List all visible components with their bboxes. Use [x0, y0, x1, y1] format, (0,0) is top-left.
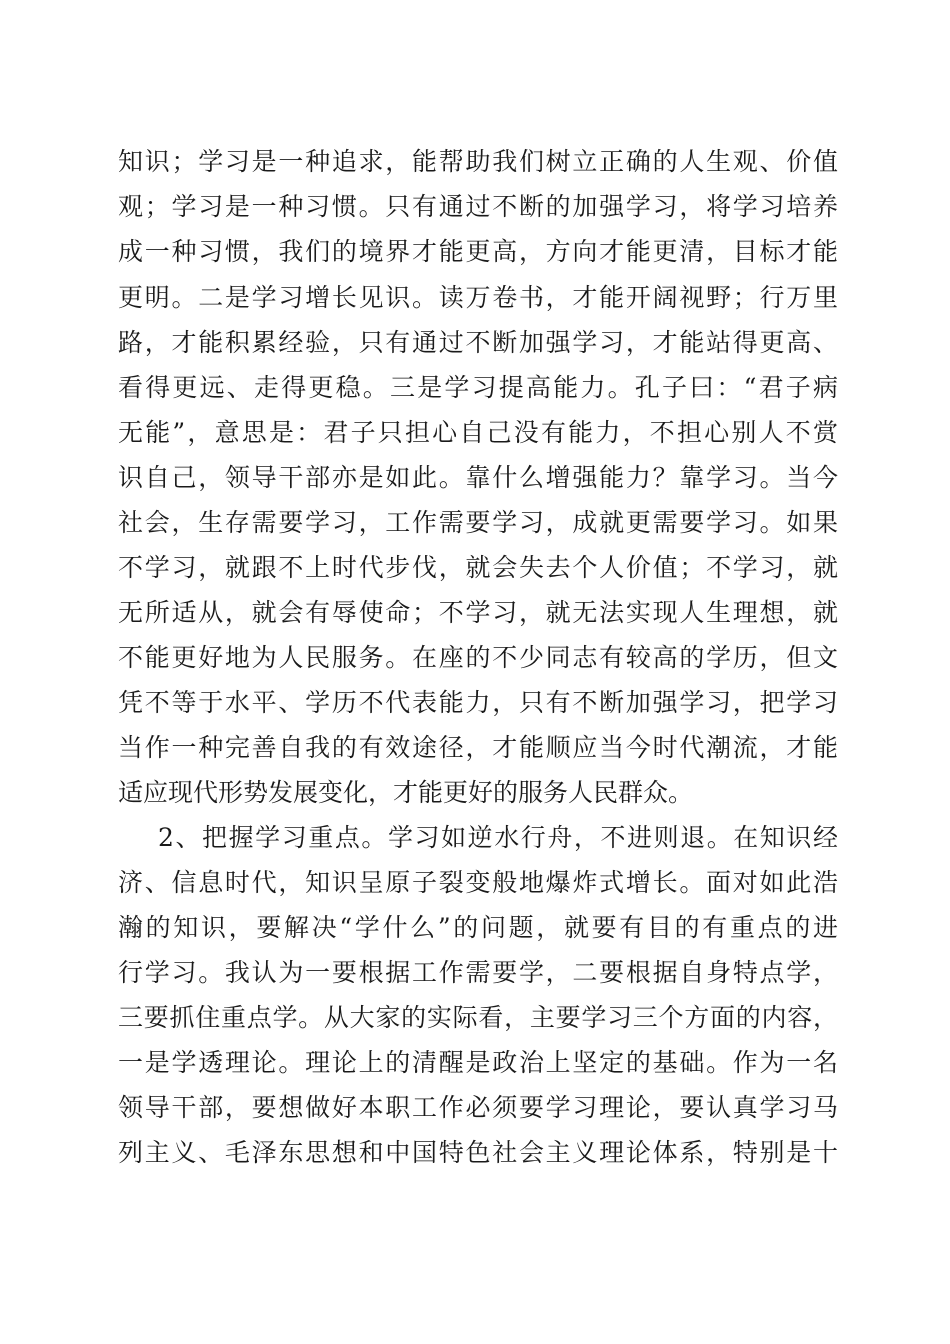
text-line: 成一种习惯，我们的境界才能更高，方向才能更清，目标才能 — [118, 237, 838, 266]
paragraph-start-line: 2、把握学习重点。学习如逆水行舟，不进则退。在知识经 — [158, 823, 838, 852]
text-line: 不学习，就跟不上时代步伐，就会失去个人价值；不学习，就 — [118, 553, 838, 582]
text-line: 识自己，领导干部亦是如此。靠什么增强能力？靠学习。当今 — [118, 463, 838, 492]
text-line: 凭不等于水平、学历不代表能力，只有不断加强学习，把学习 — [118, 688, 838, 717]
text-line: 领导干部，要想做好本职工作必须要学习理论，要认真学习马 — [118, 1093, 838, 1122]
text-line: 无所适从，就会有辱使命；不学习，就无法实现人生理想，就 — [118, 598, 838, 627]
text-line: 适应现代形势发展变化，才能更好的服务人民群众。 — [118, 778, 694, 807]
text-line: 济、信息时代，知识呈原子裂变般地爆炸式增长。面对如此浩 — [118, 868, 838, 897]
text-line: 瀚的知识，要解决“学什么”的问题，就要有目的有重点的进 — [118, 913, 838, 942]
text-line: 知识；学习是一种追求，能帮助我们树立正确的人生观、价值 — [118, 147, 838, 176]
text-line: 路，才能积累经验，只有通过不断加强学习，才能站得更高、 — [118, 328, 838, 357]
text-line: 列主义、毛泽东思想和中国特色社会主义理论体系，特别是十 — [118, 1138, 838, 1167]
text-line: 看得更远、走得更稳。三是学习提高能力。孔子曰：“君子病 — [118, 373, 838, 402]
text-line: 三要抓住重点学。从大家的实际看，主要学习三个方面的内容， — [118, 1003, 838, 1032]
text-line: 无能”，意思是：君子只担心自己没有能力，不担心别人不赏 — [118, 418, 838, 447]
text-line: 社会，生存需要学习，工作需要学习，成就更需要学习。如果 — [118, 508, 838, 537]
text-line: 行学习。我认为一要根据工作需要学，二要根据自身特点学， — [118, 958, 838, 987]
text-line: 一是学透理论。理论上的清醒是政治上坚定的基础。作为一名 — [118, 1048, 838, 1077]
text-line: 观；学习是一种习惯。只有通过不断的加强学习，将学习培养 — [118, 192, 838, 221]
text-line: 不能更好地为人民服务。在座的不少同志有较高的学历，但文 — [118, 643, 838, 672]
text-line: 当作一种完善自我的有效途径，才能顺应当今时代潮流，才能 — [118, 733, 838, 762]
text-line: 更明。二是学习增长见识。读万卷书，才能开阔视野；行万里 — [118, 283, 838, 312]
